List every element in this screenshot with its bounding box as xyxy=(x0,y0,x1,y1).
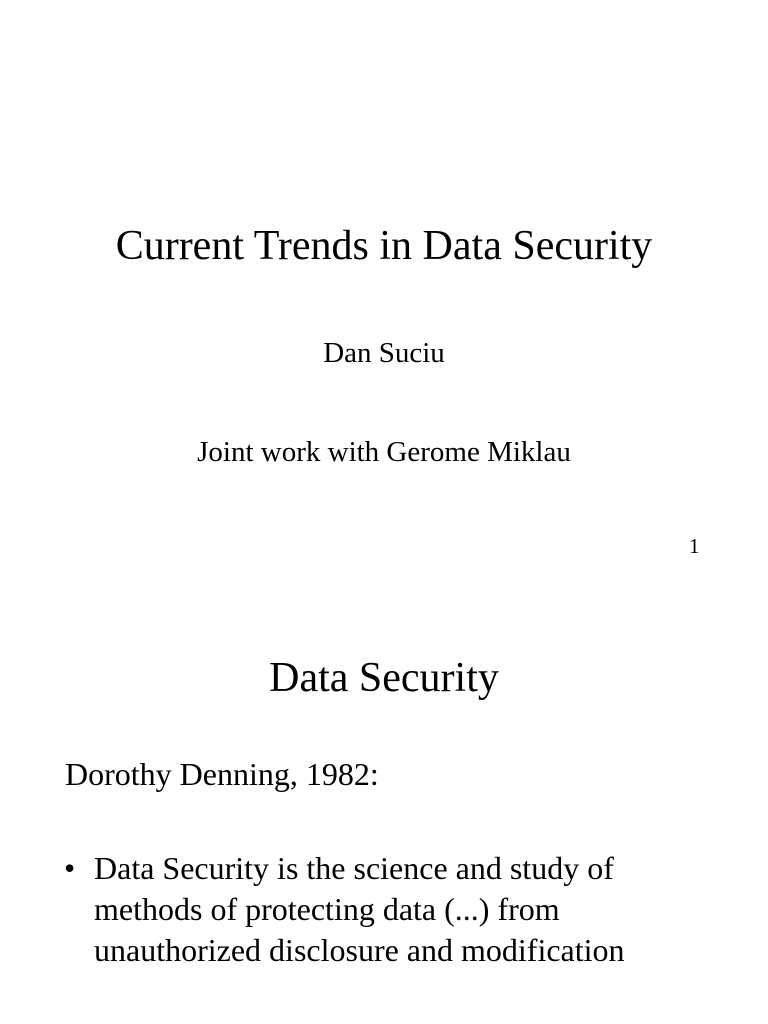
bullet-text-line: unauthorized disclosure and modification xyxy=(94,932,625,968)
author-name: Dan Suciu xyxy=(323,337,445,369)
bullet-item xyxy=(64,848,684,971)
slide-title: Data Security xyxy=(269,655,499,701)
bullet-text-line: Data Security is the science and study of xyxy=(94,850,614,886)
bullet-icon: • xyxy=(64,850,76,886)
page-number: 1 xyxy=(689,534,700,558)
quote-attribution: Dorothy Denning, 1982: xyxy=(65,756,379,792)
bullet-list xyxy=(64,848,684,971)
bullet-text-line: methods of protecting data (...) from xyxy=(94,891,560,927)
slide-2 xyxy=(0,590,768,1024)
slide-title: Current Trends in Data Security xyxy=(115,223,653,269)
joint-work-credit: Joint work with Gerome Miklau xyxy=(197,436,571,468)
